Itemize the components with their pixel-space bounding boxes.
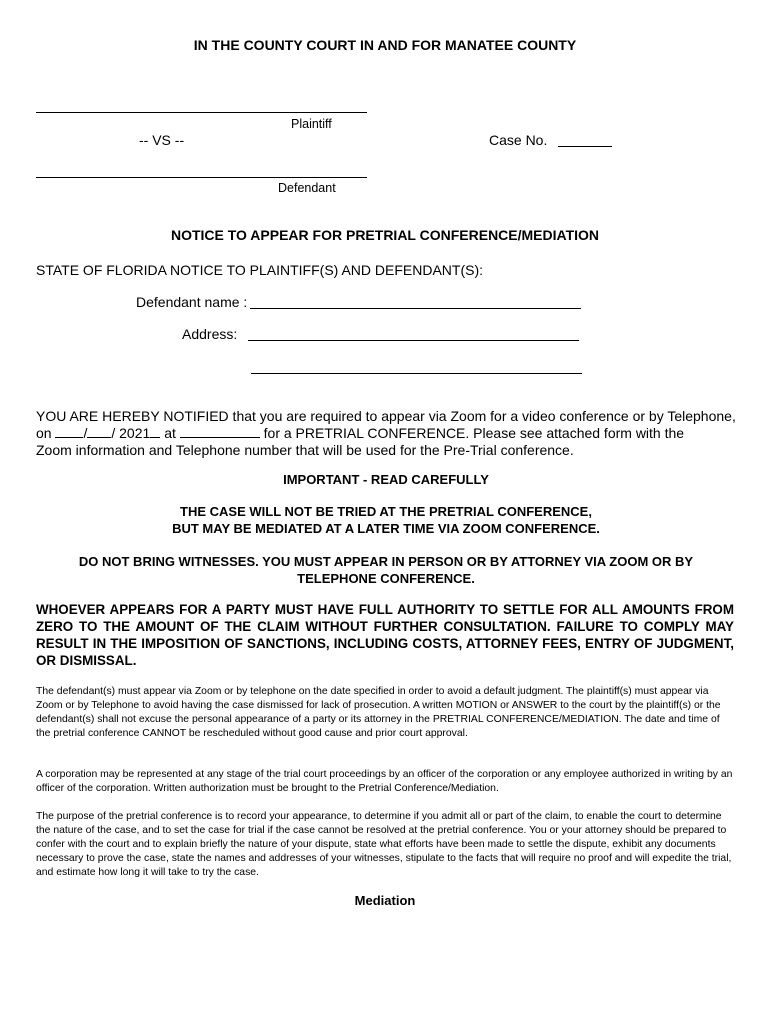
court-title: IN THE COUNTY COURT IN AND FOR MANATEE COUNTY <box>193 37 577 53</box>
day-field[interactable] <box>87 425 111 438</box>
purpose-paragraph: The purpose of the pretrial conference is to record your appearance, to determine if you admit all or part of the claim, to enable the court to determine the nature of the case, and to set the case for trial if the case cannot be resolved at the pretrial conference. You or your attorney should be prepared to confer with the court and to explain briefly the nature of your dispute, state what efforts have been made to settle the dispute, exhibit any documents necessary to prove the case, state the names and addresses of your witnesses, stipulate to the facts that will require no proof and will expedite the trial, and estimate how long it will take to try the case. <box>36 811 732 878</box>
month-field[interactable] <box>55 425 83 438</box>
defendant-signature-line[interactable] <box>36 177 367 178</box>
address-field-line-2[interactable] <box>251 373 582 374</box>
defendant-name-label: Defendant name : <box>136 294 248 310</box>
notified-line-2-text: for a PRETRIAL CONFERENCE. Please see attached form with the <box>263 425 685 441</box>
no-witnesses-line-1: DO NOT BRING WITNESSES. YOU MUST APPEAR IN PERSON OR BY ATTORNEY VIA ZOOM OR BY <box>78 554 694 569</box>
notified-line-2 <box>36 425 736 442</box>
time-field[interactable] <box>180 425 260 438</box>
year-blank <box>150 425 160 438</box>
notice-title: NOTICE TO APPEAR FOR PRETRIAL CONFERENCE/MEDIATION <box>170 227 600 243</box>
not-tried-line-2: BUT MAY BE MEDIATED AT A LATER TIME VIA ZOOM CONFERENCE. <box>172 521 600 536</box>
no-witnesses-notice <box>36 553 736 587</box>
appearance-paragraph: The defendant(s) must appear via Zoom or by telephone on the date specified in order to avoid a default judgment. The plaintiff(s) must appear via Zoom or by Telephone to avoid having the case dismissed for lack of prosecution. A written MOTION or ANSWER to the court by the plaintiff(s) or the defendant(s) shall not excuse the personal appearance of a party or its attorney in the PRETRIAL CONFERENCE/MEDIATION. The date and time of the pretrial conference CANNOT be rescheduled without good cause and prior court approval. <box>36 686 721 739</box>
not-tried-notice <box>36 503 736 537</box>
case-no-field[interactable] <box>558 146 612 147</box>
year-label: / 2021 <box>111 425 151 441</box>
not-tried-line-1: THE CASE WILL NOT BE TRIED AT THE PRETRIAL CONFERENCE, <box>180 504 592 519</box>
case-no-label: Case No. <box>489 132 548 148</box>
state-notice-line: STATE OF FLORIDA NOTICE TO PLAINTIFF(S) AND DEFENDANT(S): <box>36 262 484 278</box>
on-label: on <box>36 425 52 441</box>
plaintiff-signature-line[interactable] <box>36 112 367 113</box>
notified-paragraph <box>36 408 736 459</box>
notified-line-3: Zoom information and Telephone number that will be used for the Pre-Trial conference. <box>36 442 574 458</box>
plaintiff-label: Plaintiff <box>291 117 332 131</box>
defendant-label: Defendant <box>278 181 336 195</box>
no-witnesses-line-2: TELEPHONE CONFERENCE. <box>297 571 475 586</box>
vs-label: -- VS -- <box>139 132 185 148</box>
defendant-name-field[interactable] <box>250 308 581 309</box>
corporation-paragraph: A corporation may be represented at any stage of the trial court proceedings by an officer of the corporation or any employee authorized in writing by an officer of the corporation. Written authorization must be brought to the Pretrial Conference/Mediation. <box>36 769 733 794</box>
date-slash: / <box>83 425 88 441</box>
address-field-line-1[interactable] <box>248 340 579 341</box>
notified-line-1: YOU ARE HEREBY NOTIFIED that you are required to appear via Zoom for a video conference or by Telephone, <box>36 408 736 424</box>
authority-warning: WHOEVER APPEARS FOR A PARTY MUST HAVE FULL AUTHORITY TO SETTLE FOR ALL AMOUNTS FROM ZERO TO THE AMOUNT OF THE CLAIM WITHOUT FURTHER CONSULTATION. FAILURE TO COMPLY MAY RESULT IN THE IMPOSITION OF SANCTIONS, INCLUDING COSTS, ATTORNEY FEES, ENTRY OF JUDGMENT, OR DISMISSAL. <box>36 602 734 668</box>
at-label: at <box>164 425 176 441</box>
important-heading: IMPORTANT - READ CAREFULLY <box>283 472 489 487</box>
address-label: Address: <box>182 326 238 342</box>
mediation-heading: Mediation <box>354 893 416 908</box>
